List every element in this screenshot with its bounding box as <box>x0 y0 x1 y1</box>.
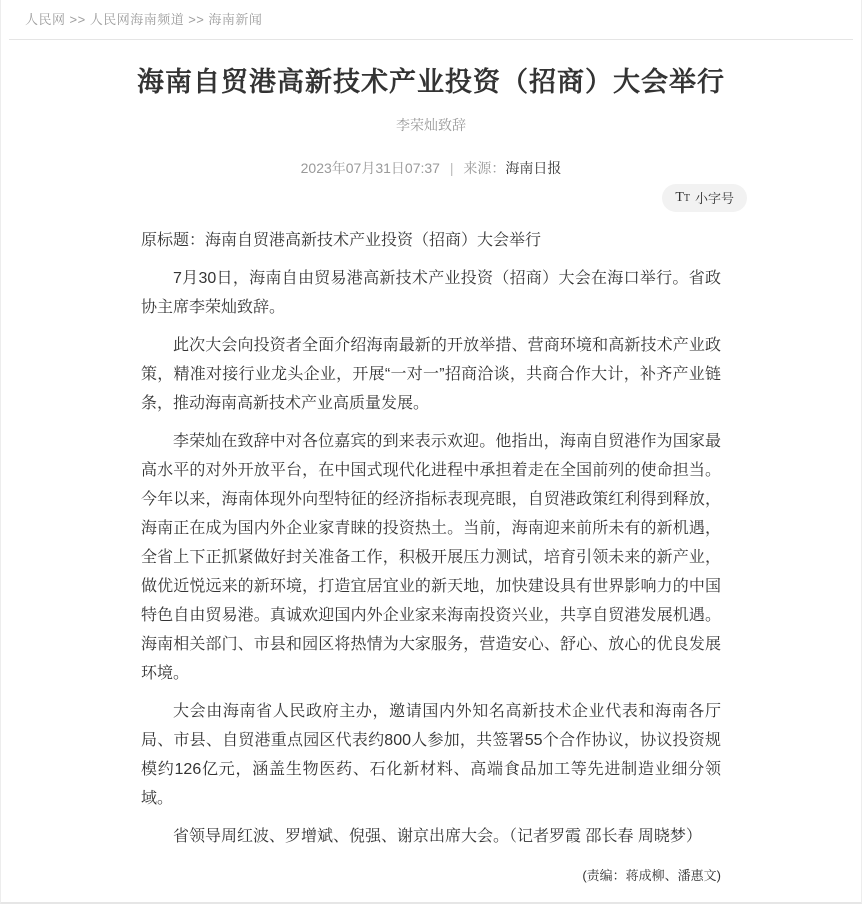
breadcrumb-separator: >> <box>69 12 86 27</box>
article-body <box>141 226 721 851</box>
article-paragraph: 7月30日，海南自由贸易港高新技术产业投资（招商）大会在海口举行。省政协主席李荣灿致辞。 <box>141 270 721 317</box>
breadcrumb-link-hainan-news[interactable]: 海南新闻 <box>208 12 263 27</box>
breadcrumb-separator: >> <box>188 12 205 27</box>
article-header <box>1 65 861 178</box>
publish-date: 2023年07月31日07:37 <box>300 160 440 177</box>
font-size-button[interactable] <box>662 184 747 212</box>
article-paragraph: 省领导周红波、罗增斌、倪强、谢京出席大会。（记者罗霞 邵长春 周晓梦） <box>173 828 702 846</box>
source-link[interactable]: 海南日报 <box>505 160 562 177</box>
original-title: 原标题：海南自贸港高新技术产业投资（招商）大会举行 <box>141 232 542 250</box>
top-divider <box>9 39 853 40</box>
page-title: 海南自贸港高新技术产业投资（招商）大会举行 <box>137 67 725 97</box>
breadcrumb <box>1 0 861 39</box>
article-meta <box>1 158 861 178</box>
breadcrumb-link-hainan-channel[interactable]: 人民网海南频道 <box>89 12 185 27</box>
meta-separator: | <box>449 160 454 177</box>
paragraph-list <box>141 264 721 851</box>
font-size-icon: TT <box>675 190 690 206</box>
article-subtitle: 李荣灿致辞 <box>396 117 466 134</box>
font-size-button-label: 小字号 <box>694 191 734 207</box>
article-paragraph: 李荣灿在致辞中对各位嘉宾的到来表示欢迎。他指出，海南自贸港作为国家最高水平的对外开放平台，在中国式现代化进程中承担着走在全国前列的使命担当。今年以来，海南体现外向型特征的经济指标表现亮眼，自贸港政策红利得到释放，海南正在成为国内外企业家青睐的投资热土。当前，海南迎来前所未有的新机遇，全省上下正抓紧做好封关准备工作，积极开展压力测试，培育引领未来的新产业，做优近悦远来的新环境，打造宜居宜业的新天地，加快建设具有世界影响力的中国特色自由贸易港。真诚欢迎国内外企业家来海南投资兴业，共享自贸港发展机遇。海南相关部门、市县和园区将热情为大家服务，营造安心、舒心、放心的优良发展环境。 <box>141 433 721 683</box>
toolbar-row <box>1 184 861 214</box>
article-paragraph: 此次大会向投资者全面介绍海南最新的开放举措、营商环境和高新技术产业政策，精准对接行业龙头企业，开展“一对一”招商洽谈，共商合作大计，补齐产业链条，推动海南高新技术产业高质量发展。 <box>141 337 721 413</box>
editor-credit: (责编：蒋成柳、潘惠文) <box>582 868 721 884</box>
article-paragraph: 大会由海南省人民政府主办，邀请国内外知名高新技术企业代表和海南各厅局、市县、自贸港重点园区代表约800人参加，共签署55个合作协议，协议投资规模约126亿元，涵盖生物医药、石化新材料、高端食品加工等先进制造业细分领域。 <box>141 703 721 808</box>
breadcrumb-link-peoples-daily[interactable]: 人民网 <box>25 12 66 27</box>
source-label: 来源： <box>463 160 506 177</box>
